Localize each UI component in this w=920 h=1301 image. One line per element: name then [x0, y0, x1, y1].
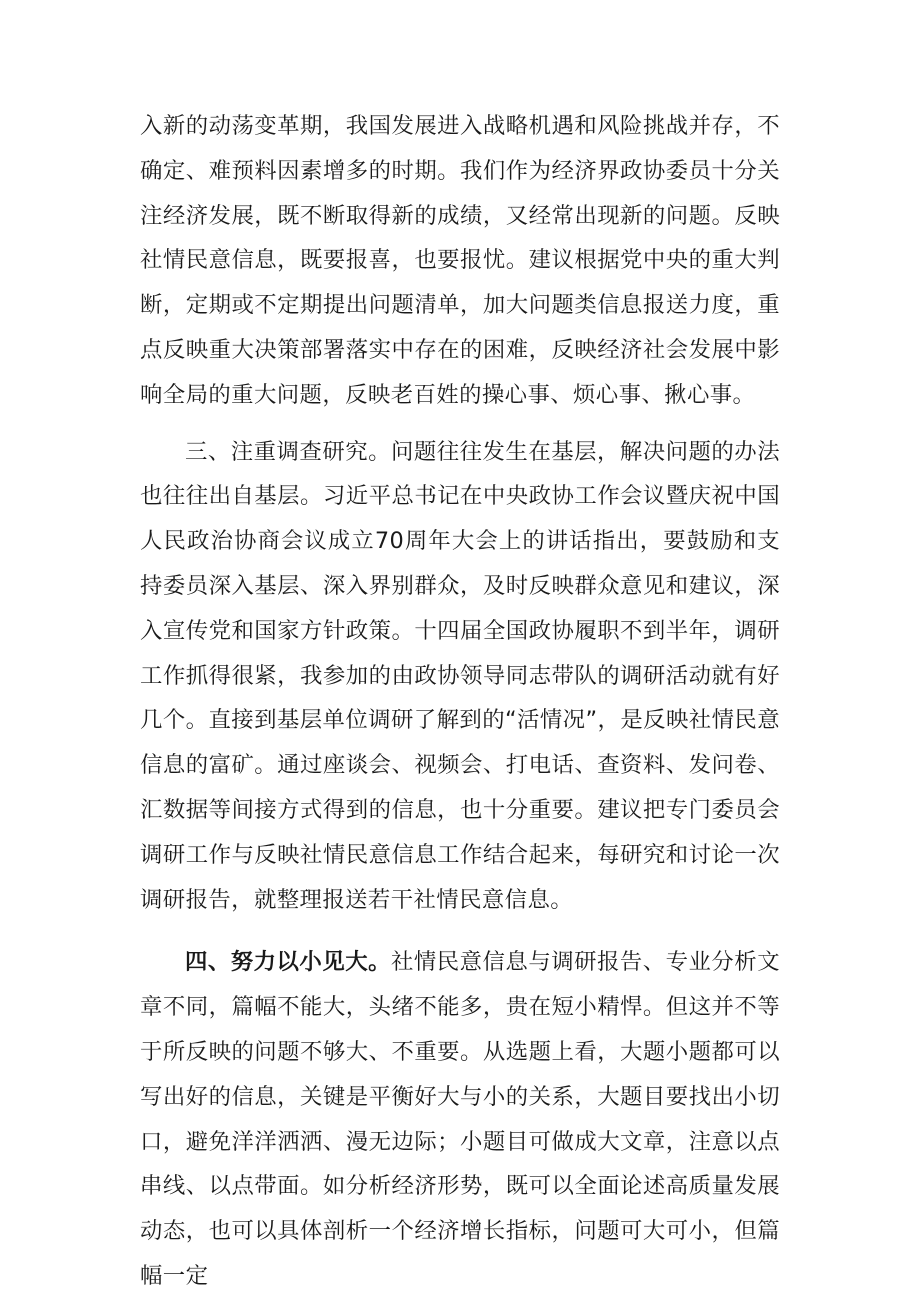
paragraph-text: 问题往往发生在基层，解决问题的办法也往往出自基层。习近平总书记在中央政协工作会议暨庆祝中国人民政治协商会议成立70周年大会上的讲话指出，要鼓励和支持委员深入基层、深入界别群众，及时反映群众意见和建议，深入宣传党和国家方针政策。十四届全国政协履职不到半年，调研工作抓得很紧，我参加的由政协领导同志带队的调研活动就有好几个。直接到基层单位调研了解到的“活情况”，是反映社情民意信息的富矿。通过座谈会、视频会、打电话、查资料、发问卷、汇数据等间接方式得到的信息，也十分重要。建议把专门委员会调研工作与反映社情民意信息工作结合起来，每研究和讨论一次调研报告，就整理报送若干社情民意信息。: [140, 438, 780, 913]
section-heading-three-text: 三、注重调查研究。: [185, 438, 391, 465]
document-page: [140, 104, 780, 1299]
paragraph-section-four: [140, 940, 780, 1298]
paragraph-continuation: [140, 104, 780, 418]
paragraph-text: 社情民意信息与调研报告、专业分析文章不同，篇幅不能大，头绪不能多，贵在短小精悍。但这并不等于所反映的问题不够大、不重要。从选题上看，大题小题都可以写出好的信息，关键是平衡好大与小的关系，大题目要找出小切口，避免洋洋洒洒、漫无边际；小题目可做成大文章，注意以点串线、以点带面。如分析经济形势，既可以全面论述高质量发展动态，也可以具体剖析一个经济增长指标，问题可大可小，但篇幅一定: [140, 949, 780, 1289]
section-heading-three: [185, 439, 391, 465]
paragraph-text: 入新的动荡变革期，我国发展进入战略机遇和风险挑战并存，不确定、难预料因素增多的时期。我们作为经济界政协委员十分关注经济发展，既不断取得新的成绩，又经常出现新的问题。反映社情民意信息，既要报喜，也要报忧。建议根据党中央的重大判断，定期或不定期提出问题清单，加大问题类信息报送力度，重点反映重大决策部署落实中存在的困难，反映经济社会发展中影响全局的重大问题，反映老百姓的操心事、烦心事、揪心事。: [140, 113, 780, 408]
paragraph-section-three: [140, 430, 780, 923]
section-heading-four: 四、努力以小见大。: [185, 949, 391, 976]
